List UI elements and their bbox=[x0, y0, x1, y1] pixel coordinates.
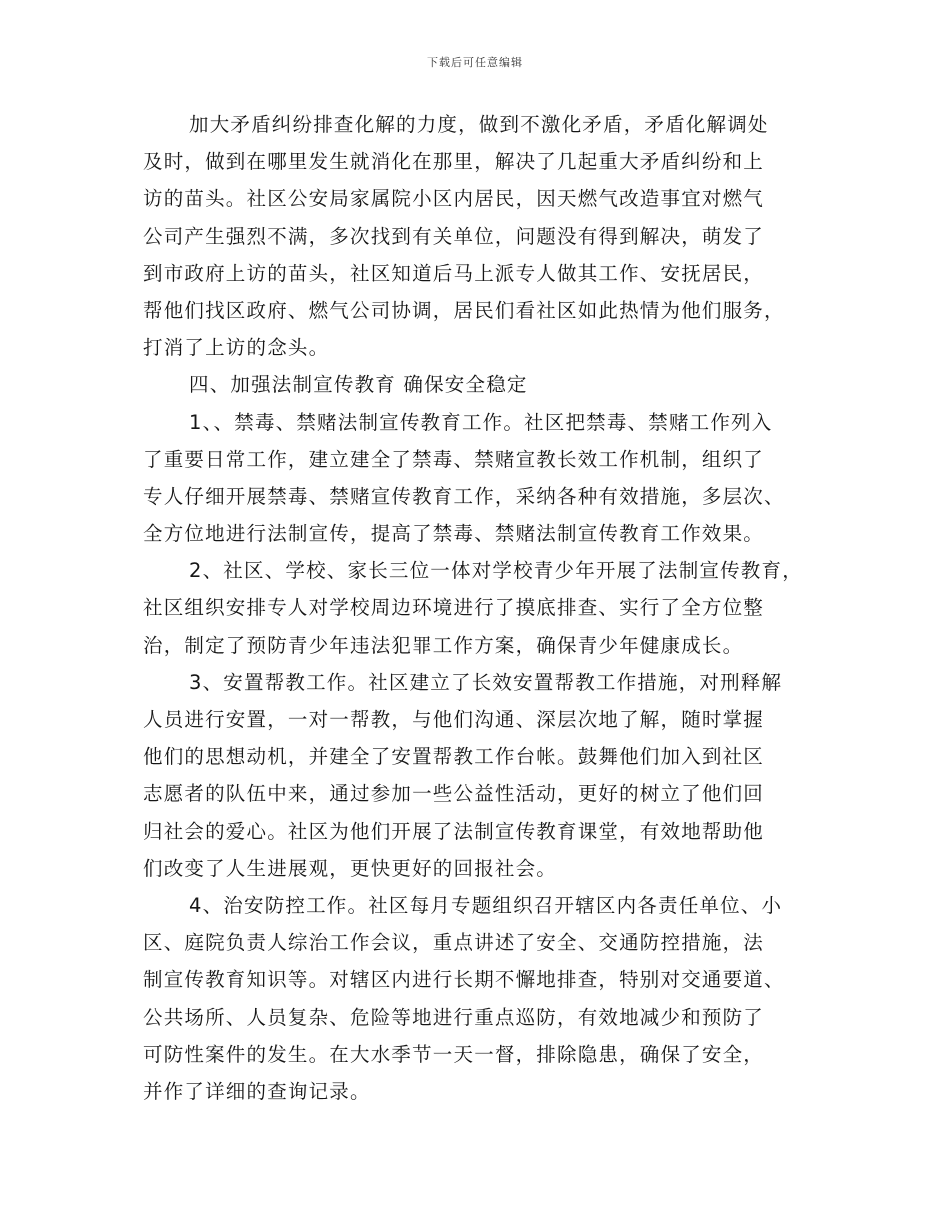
text-line: 了重要日常工作，建立建全了禁毒、禁赌宣教长效工作机制，组织了 bbox=[143, 447, 765, 471]
text-line: 们改变了人生进展观，更快更好的回报社会。 bbox=[143, 856, 558, 880]
text-line: 人员进行安置，一对一帮教，与他们沟通、深层次地了解，随时掌握 bbox=[143, 708, 765, 731]
text-line: 社区组织安排专人对学校周边环境进行了摸底排查、实行了全方位整 bbox=[143, 596, 765, 620]
text-line: 访的苗头。社区公安局家属院小区内居民，因天燃气改造事宜对燃气 bbox=[143, 187, 765, 211]
text-line: 加大矛盾纠纷排查化解的力度，做到不激化矛盾，矛盾化解调处 bbox=[189, 113, 769, 136]
text-line: 归社会的爱心。社区为他们开展了法制宣传教育课堂，有效地帮助他 bbox=[143, 819, 765, 843]
text-line: 志愿者的队伍中来，通过参加一些公益性活动，更好的树立了他们回 bbox=[143, 782, 765, 806]
text-line: 及时，做到在哪里发生就消化在那里，解决了几起重大矛盾纠纷和上 bbox=[143, 150, 765, 174]
text-line: 并作了详细的查询记录。 bbox=[143, 1079, 371, 1103]
page-header: 下载后可任意编辑 bbox=[427, 56, 523, 69]
text-line: 区、庭院负责人综治工作会议，重点讲述了安全、交通防控措施，法 bbox=[143, 931, 765, 955]
text-line: 帮他们找区政府、燃气公司协调，居民们看社区如此热情为他们服务， bbox=[143, 298, 785, 322]
text-line: 1、、禁毒、禁赌法制宣传教育工作。社区把禁毒、禁赌工作列入 bbox=[189, 410, 773, 434]
text-line: 公司产生强烈不满，多次找到有关单位，问题没有得到解决，萌发了 bbox=[143, 224, 765, 248]
text-line: 到市政府上访的苗头，社区知道后马上派专人做其工作、安抚居民， bbox=[143, 261, 765, 285]
text-line: 公共场所、人员复杂、危险等地进行重点巡防，有效地减少和预防了 bbox=[143, 1005, 765, 1029]
text-line: 全方位地进行法制宣传，提高了禁毒、禁赌法制宣传教育工作效果。 bbox=[143, 522, 765, 546]
section-heading: 四、加强法制宣传教育 确保安全稳定 bbox=[189, 373, 528, 397]
text-line: 3、安置帮教工作。社区建立了长效安置帮教工作措施，对刑释解 bbox=[189, 670, 783, 694]
text-line: 他们的思想动机，并建全了安置帮教工作台帐。鼓舞他们加入到社区 bbox=[143, 745, 765, 769]
text-line: 可防性案件的发生。在大水季节一天一督，排除隐患，确保了安全， bbox=[143, 1042, 765, 1066]
text-line: 治，制定了预防青少年违法犯罪工作方案，确保青少年健康成长。 bbox=[143, 633, 744, 657]
text-line: 制宣传教育知识等。对辖区内进行长期不懈地排查，特别对交通要道、 bbox=[143, 968, 785, 992]
text-line: 2、社区、学校、家长三位一体对学校青少年开展了法制宣传教育， bbox=[189, 559, 803, 583]
text-line: 打消了上访的念头。 bbox=[143, 336, 330, 360]
document-body bbox=[143, 106, 815, 1110]
text-line: 专人仔细开展禁毒、禁赌宣传教育工作，采纳各种有效措施，多层次、 bbox=[143, 484, 785, 508]
text-line: 4、治安防控工作。社区每月专题组织召开辖区内各责任单位、小 bbox=[189, 893, 783, 917]
